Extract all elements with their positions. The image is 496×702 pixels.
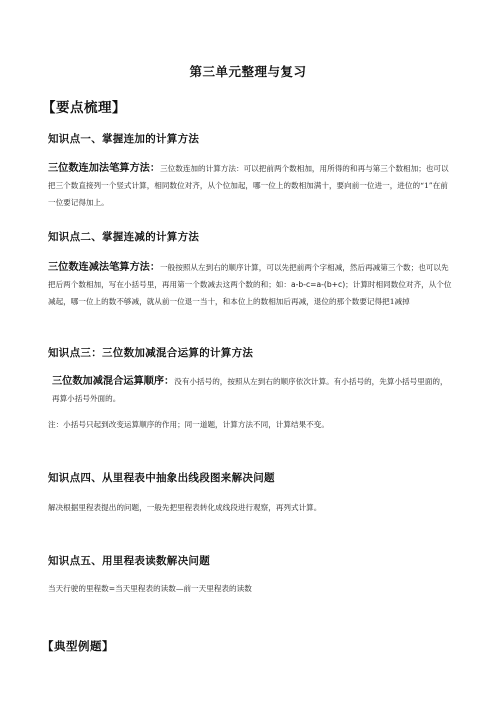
knowledge-point-1-heading: 知识点一、掌握连加的计算方法 [48, 133, 200, 145]
knowledge-point-2-body-b: ；计算时相同数位对齐，从个位减起，哪一位上的数不够减，就从前一位退一当十，和本位上的数相加后再减，退位的那个数要记得把1减掉 [48, 280, 452, 306]
knowledge-point-1-body: 三位数连加的计算方法：可以把前两个数相加，用所得的和再与第三个数相加；也可以把三个数直接列一个竖式计算，相同数位对齐，从个位加起，哪一位上的数相加满十，要向前一位进一，进位的“1”在前一位要记得加上。 [48, 164, 449, 207]
knowledge-point-3-heading: 知识点三：三位数加减混合运算的计算方法 [48, 347, 254, 359]
knowledge-point-5-body: 当天行驶的里程数=当天里程表的读数—前一天里程表的读数 [48, 584, 252, 593]
section-heading-examples: 【典型例题】 [42, 639, 114, 653]
page-title: 第三单元整理与复习 [189, 64, 307, 79]
knowledge-point-2-lead: 三位数连减法笔算方法： [48, 262, 161, 273]
section-heading-outline: 【要点梳理】 [42, 100, 126, 116]
knowledge-point-4-heading: 知识点四、从里程表中抽象出线段图来解决问题 [48, 472, 275, 484]
knowledge-point-3-body: 没有小括号的，按照从左到右的顺序依次计算。有小括号的，先算小括号里面的，再算小括号外面的。 [52, 377, 448, 403]
knowledge-point-2-formula: a-b-c=a-(b+c) [291, 280, 346, 289]
knowledge-point-4-body: 解决根据里程表提出的问题，一般先把里程表转化成线段进行观察，再列式计算。 [48, 503, 322, 512]
knowledge-point-2-paragraph [48, 259, 455, 310]
knowledge-point-3-note: 注：小括号只起到改变运算顺序的作用；同一道题，计算方法不同，计算结果不变。 [48, 420, 329, 429]
knowledge-point-2-heading: 知识点二、掌握连减的计算方法 [48, 231, 200, 243]
knowledge-point-1-paragraph [48, 160, 455, 211]
knowledge-point-5-heading: 知识点五、用里程表读数解决问题 [48, 555, 210, 567]
knowledge-point-3-paragraph [52, 373, 455, 407]
knowledge-point-3-lead: 三位数加减混合运算顺序： [52, 376, 175, 387]
knowledge-point-2-body-a: 一般按照从左到右的顺序计算，可以先把前两个字相减，然后再减第三个数；也可以先把后两个数相加，写在小括号里，再用第一个数减去这两个数的和；如： [48, 263, 449, 289]
knowledge-point-1-lead: 三位数连加法笔算方法： [48, 163, 161, 174]
